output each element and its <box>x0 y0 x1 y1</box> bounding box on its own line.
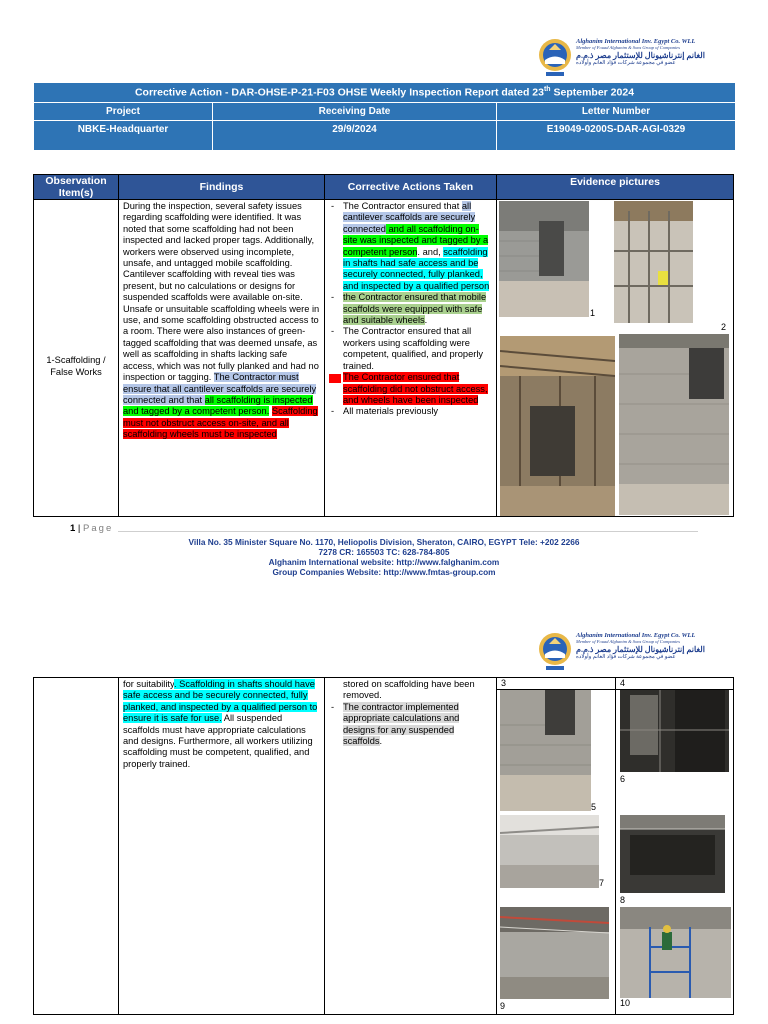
logo-company-name: Alghanim International Inv. Egypt Co. WLL <box>576 632 696 639</box>
text-run: The Contractor ensured that <box>343 201 462 211</box>
project-value: NBKE-Headquarter <box>34 121 213 151</box>
evidence-photo-8 <box>620 815 725 893</box>
evidence-photo-3 <box>500 336 615 516</box>
col-corrective-actions: Corrective Actions Taken <box>325 175 497 200</box>
company-emblem-icon <box>538 38 572 78</box>
logo-arabic-member: عضو في مجموعة شركات فؤاد الغانم وأولاده <box>576 59 676 66</box>
photo-number-2: 2 <box>721 322 727 332</box>
photo-number-3: 3 <box>501 678 507 688</box>
col-findings: Findings <box>119 175 325 200</box>
text-run: the Contractor ensured that mobile scaffolds were equipped with safe and suitable wheels <box>343 292 487 326</box>
text-run: and, <box>420 246 444 257</box>
action-item <box>329 406 492 417</box>
text-run: and all scaffolding on-site was inspected and tagged by a competent person <box>343 223 489 257</box>
evidence-photo-9 <box>500 907 609 999</box>
action-item <box>329 201 492 292</box>
text-run: . Scaffolding in shafts should have safe access and be securely connected, fully planked, and inspected by a qualified person to ensure it is safe for use. <box>123 679 318 724</box>
letter-number-value: E19049-0200S-DAR-AGI-0329 <box>497 121 736 151</box>
logo-arabic-member: عضو في مجموعة شركات فؤاد الغانم وأولاده <box>576 653 676 660</box>
photo-number-4: 4 <box>620 678 626 688</box>
photo-number-7: 7 <box>599 878 605 888</box>
photo-number-1: 1 <box>590 308 596 318</box>
col-observation-items: Observation Item(s) <box>34 175 119 200</box>
action-item <box>329 326 492 372</box>
logo-arabic-name: الغانم إنترناشيونال للإستثمار مصر ذ.م.م <box>576 644 705 654</box>
observation-item-cell-cont <box>34 678 119 1015</box>
text-run: Scaffolding must not obstruct access on-site, and all scaffolding wheels must be inspected <box>123 406 318 440</box>
text-run: stored on scaffolding have been removed. <box>343 679 475 701</box>
company-logo-page-2 <box>538 632 705 672</box>
evidence-photo-5 <box>500 690 591 811</box>
text-run: The Contractor must ensure that all cantilever scaffolds are securely connected and that <box>123 372 317 405</box>
logo-arabic-name: الغانم إنترناشيونال للإستثمار مصر ذ.م.م <box>576 50 705 60</box>
findings-text-page-2 <box>119 678 324 771</box>
logo-member-text: Member of Fouad Alghanim & Sons Group of Companies <box>576 45 680 51</box>
text-run: . <box>379 736 383 747</box>
evidence-photo-7 <box>500 815 599 888</box>
actions-cell-cont <box>325 678 497 1015</box>
action-item <box>329 679 492 702</box>
text-run: The contractor implemented appropriate calculations and designs for any suspended scaffolds <box>343 701 460 747</box>
receiving-date-value: 29/9/2024 <box>213 121 497 151</box>
photo-number-10: 10 <box>620 998 631 1008</box>
text-run: The Contractor ensured that scaffolding did not obstruct access, and wheels have been inspected <box>343 372 488 405</box>
letter-number-label: Letter Number <box>497 103 736 121</box>
evidence-grid-vline <box>615 677 616 1015</box>
photo-number-5: 5 <box>591 802 597 812</box>
action-item <box>329 292 492 326</box>
receiving-date-label: Receiving Date <box>213 103 497 121</box>
evidence-photo-6 <box>620 690 729 772</box>
text-run: During the inspection, several safety issues regarding scaffolding were identified. It was noted that some scaffolding had not been inspected and lacked proper tags. Additionally, workers were observed using incomplete, unsafe, and untagged mobile scaffolding. Cantilever scaffolding with reveal ties was present, but no calculations or designs for suspended scaffolds were available on-site. Unsafe or unsuitable scaffolding wheels were in use, and some scaffolding obstructed access to a room. There were also instances of green-tagged scaffolding that was deemed unsafe, as well as scaffolding in shafts lacking safe access, which was not fully planked and had no inspection or tagging. <box>123 201 320 383</box>
evidence-photo-2 <box>614 201 693 323</box>
evidence-photo-4 <box>619 334 729 515</box>
report-header-table <box>33 82 736 151</box>
footer-address: Villa No. 35 Minister Square No. 1170, Heliopolis Division, Sheraton, CAIRO, EGYPT Tele: +202 2266 7278 CR: 165503 TC: 628-784-805 Alghanim International website: http://www.falghanim.com Group Companies Website: http://www.fmtas-group.com <box>188 537 580 577</box>
text-run: . <box>417 246 421 257</box>
col-evidence-pictures: Evidence pictures <box>497 175 734 200</box>
company-emblem-icon <box>538 632 572 672</box>
photo-number-8: 8 <box>620 895 626 905</box>
text-run: for suitability <box>123 679 174 689</box>
report-title: Corrective Action - DAR-OHSE-P-21-F03 OHSE Weekly Inspection Report dated 23th September 2024 <box>34 83 736 103</box>
text-run: all scaffolding is inspected and tagged by a competent person. <box>123 394 313 417</box>
observation-item: 1-Scaffolding / False Works <box>46 355 106 377</box>
findings-text-page-1 <box>119 200 324 442</box>
findings-cell <box>119 200 325 517</box>
footer-divider <box>118 531 698 532</box>
text-run: all cantilever scaffolds are securely connected <box>343 201 476 234</box>
text-run: scaffolding in shafts had safe access and be securely connected, fully planked, and inspected by a qualified person <box>343 246 490 291</box>
action-item <box>329 702 492 748</box>
text-run: The Contractor ensured that all workers using scaffolding were competent, qualified, and properly trained. <box>343 326 484 371</box>
findings-cell-cont <box>119 678 325 1015</box>
actions-list-page-1 <box>325 200 496 419</box>
action-item <box>329 372 492 406</box>
observation-item-cell <box>34 200 119 517</box>
photo-number-6: 6 <box>620 774 626 784</box>
evidence-photo-1 <box>499 201 589 317</box>
evidence-photo-10 <box>620 907 731 998</box>
actions-list-page-2 <box>325 678 496 748</box>
logo-company-name: Alghanim International Inv. Egypt Co. WLL <box>576 38 696 45</box>
text-run: All materials previously <box>343 406 439 417</box>
page-number: 1 | Page <box>70 523 114 534</box>
photo-number-9: 9 <box>500 1001 506 1011</box>
company-logo <box>538 38 705 78</box>
text-run: All suspended scaffolds must have appropriate calculations and designs. Furthermore, all workers utilizing scaffolding must be competent, qualified, and properly trained. <box>123 713 313 769</box>
text-run: . <box>424 315 428 326</box>
logo-member-text: Member of Fouad Alghanim & Sons Group of Companies <box>576 639 680 645</box>
project-label: Project <box>34 103 213 121</box>
actions-cell <box>325 200 497 517</box>
